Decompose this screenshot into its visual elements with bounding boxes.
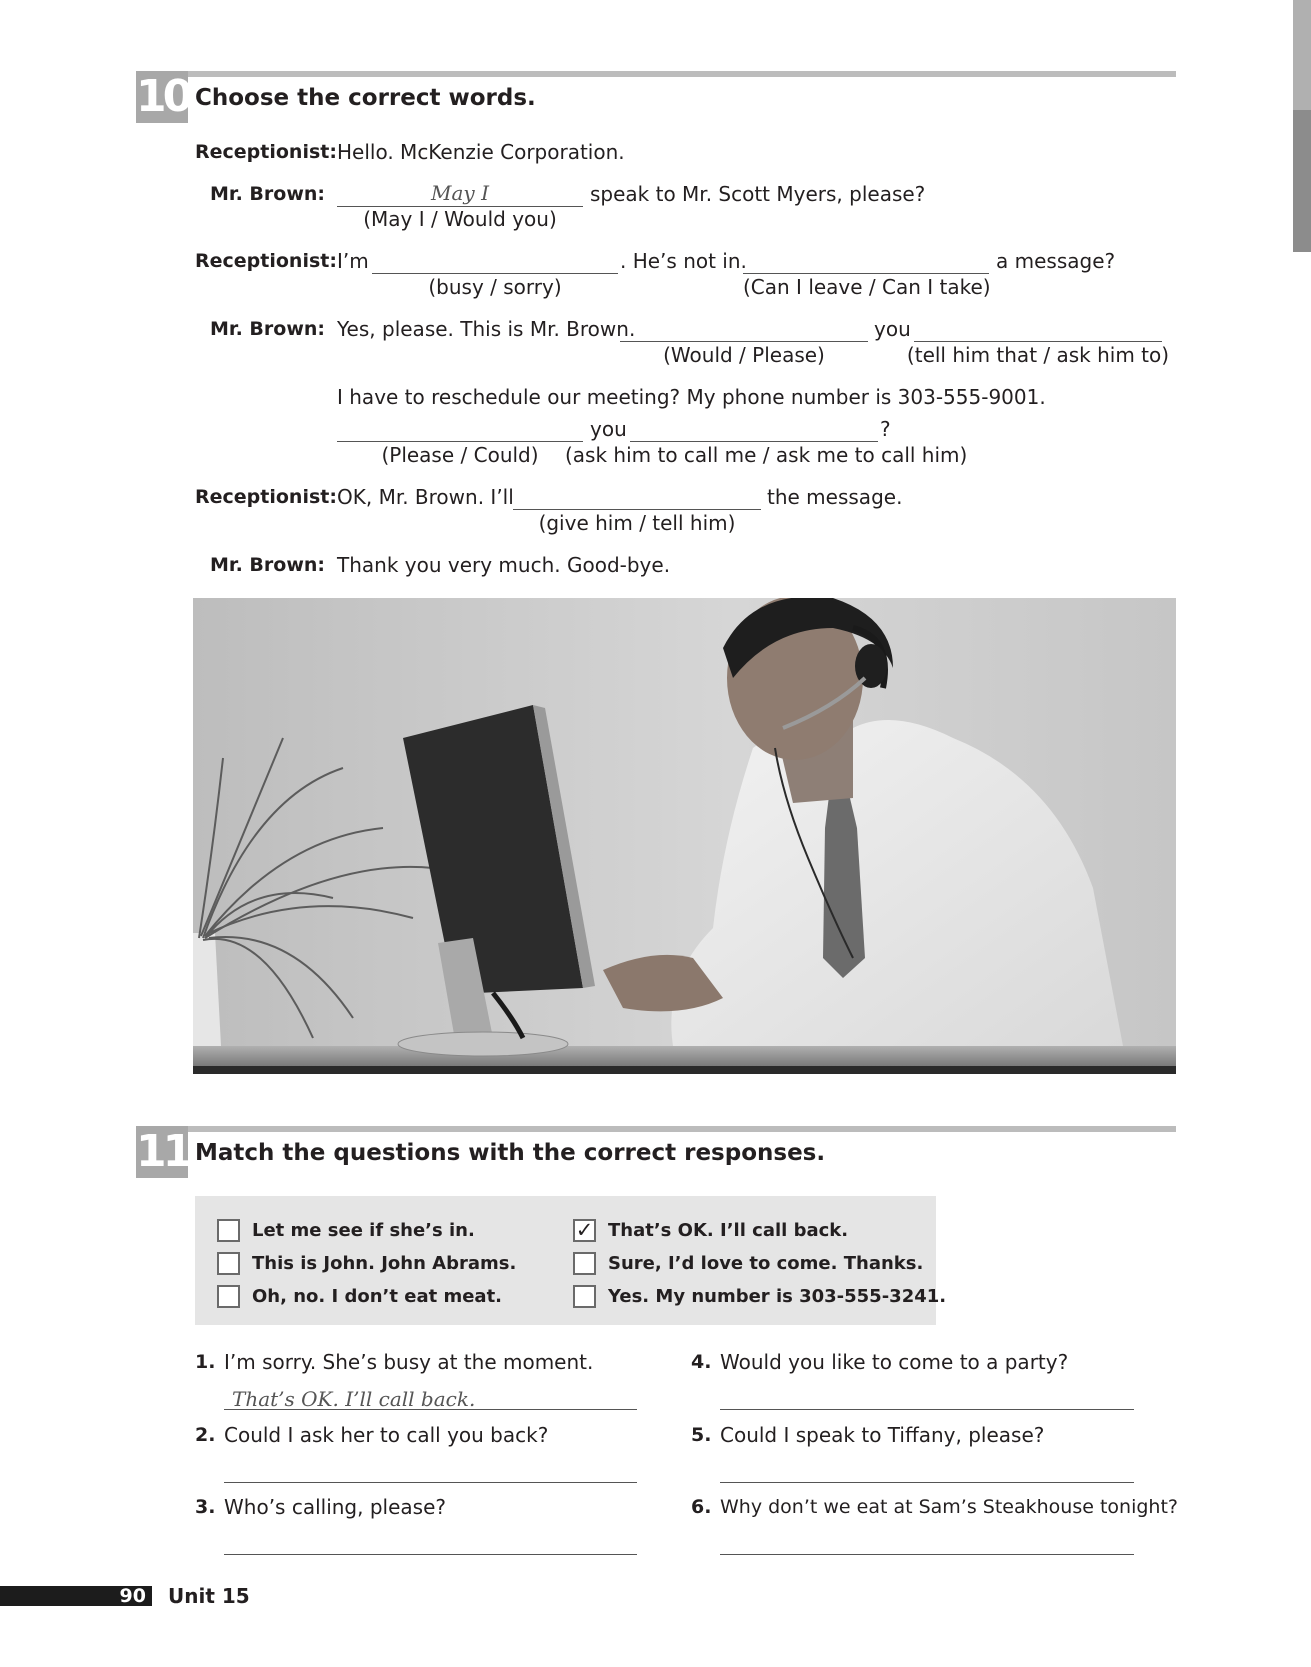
response-label: This is John. John Abrams. [252, 1253, 517, 1274]
dialogue-text: Hello. McKenzie Corporation. [337, 140, 625, 164]
response-label: Sure, I’d love to come. Thanks. [608, 1253, 924, 1274]
word-options: (Would / Please) [663, 343, 825, 367]
response-label: Yes. My number is 303-555-3241. [608, 1286, 947, 1307]
exercise-10-number: 10 [136, 71, 190, 122]
exercise-11-number: 11 [136, 1126, 190, 1177]
response-label: That’s OK. I’ll call back. [608, 1220, 849, 1241]
dialogue-text: Yes, please. This is Mr. Brown. [337, 317, 636, 341]
response-checkbox[interactable] [217, 1252, 240, 1275]
speaker-label: Mr. Brown: [210, 318, 325, 340]
page-number: 90 [0, 1586, 152, 1606]
exercise-10-rule [136, 71, 1176, 77]
speaker-label: Receptionist: [195, 250, 337, 272]
dialogue-text: I’m [337, 249, 369, 273]
question-text: Would you like to come to a party? [720, 1350, 1069, 1374]
speaker-label: Receptionist: [195, 141, 337, 163]
dialogue-text: you [590, 417, 627, 441]
question-number: 1. [195, 1351, 216, 1373]
response-checkbox-checked[interactable]: ✓ [573, 1219, 596, 1242]
answer-blank[interactable] [630, 417, 878, 442]
word-options: (Can I leave / Can I take) [743, 275, 991, 299]
speaker-label: Mr. Brown: [210, 183, 325, 205]
question-number: 6. [691, 1496, 712, 1518]
unit-label: Unit 15 [168, 1584, 250, 1608]
question-text: I’m sorry. She’s busy at the moment. [224, 1350, 594, 1374]
dialogue-text: . He’s not in. [620, 249, 747, 273]
word-options: (May I / Would you) [363, 207, 557, 231]
question-number: 2. [195, 1424, 216, 1446]
word-options: (Please / Could) [381, 443, 539, 467]
response-checkbox[interactable] [573, 1252, 596, 1275]
answer-blank[interactable] [513, 485, 761, 510]
question-number: 4. [691, 1351, 712, 1373]
question-text: Why don’t we eat at Sam’s Steakhouse tonight? [720, 1496, 1178, 1518]
response-label: Oh, no. I don’t eat meat. [252, 1286, 503, 1307]
exercise-11-rule [136, 1126, 1176, 1132]
dialogue-text: speak to Mr. Scott Myers, please? [590, 182, 926, 206]
answer-blank[interactable] [914, 317, 1162, 342]
dialogue-text: ? [880, 417, 891, 441]
dialogue-text: the message. [767, 485, 903, 509]
speaker-label: Receptionist: [195, 486, 337, 508]
answer-blank[interactable] [337, 417, 583, 442]
answer-line[interactable] [224, 1456, 637, 1483]
answer-line[interactable] [720, 1456, 1134, 1483]
word-options: (tell him that / ask him to) [906, 343, 1170, 367]
handwritten-answer: That’s OK. I’ll call back. [232, 1387, 476, 1411]
answer-line[interactable] [224, 1528, 637, 1555]
response-checkbox[interactable] [217, 1285, 240, 1308]
handwritten-answer: May I [431, 181, 489, 205]
answer-line[interactable] [720, 1383, 1134, 1410]
dialogue-text: I have to reschedule our meeting? My phone number is 303-555-9001. [337, 385, 1046, 409]
dialogue-text: a message? [996, 249, 1116, 273]
question-text: Could I speak to Tiffany, please? [720, 1423, 1045, 1447]
question-number: 3. [195, 1496, 216, 1518]
answer-blank[interactable] [372, 249, 618, 274]
word-options: (ask him to call me / ask me to call him) [565, 443, 968, 467]
response-label: Let me see if she’s in. [252, 1220, 475, 1241]
dialogue-text: Thank you very much. Good-bye. [337, 553, 671, 577]
photo-receptionist-at-computer [193, 598, 1176, 1074]
photo-illustration [193, 598, 1176, 1074]
question-number: 5. [691, 1424, 712, 1446]
dialogue-text: you [874, 317, 911, 341]
word-options: (give him / tell him) [538, 511, 736, 535]
page-edge-tab-highlight [1293, 0, 1311, 110]
dialogue-text: OK, Mr. Brown. I’ll [337, 485, 514, 509]
answer-blank[interactable] [620, 317, 868, 342]
word-options: (busy / sorry) [428, 275, 562, 299]
exercise-11-title: Match the questions with the correct responses. [195, 1140, 826, 1166]
response-checkbox[interactable] [573, 1285, 596, 1308]
speaker-label: Mr. Brown: [210, 554, 325, 576]
exercise-10-title: Choose the correct words. [195, 85, 536, 111]
answer-blank[interactable] [743, 249, 989, 274]
response-checkbox[interactable] [217, 1219, 240, 1242]
question-text: Could I ask her to call you back? [224, 1423, 549, 1447]
question-text: Who’s calling, please? [224, 1495, 446, 1519]
answer-line[interactable] [720, 1528, 1134, 1555]
